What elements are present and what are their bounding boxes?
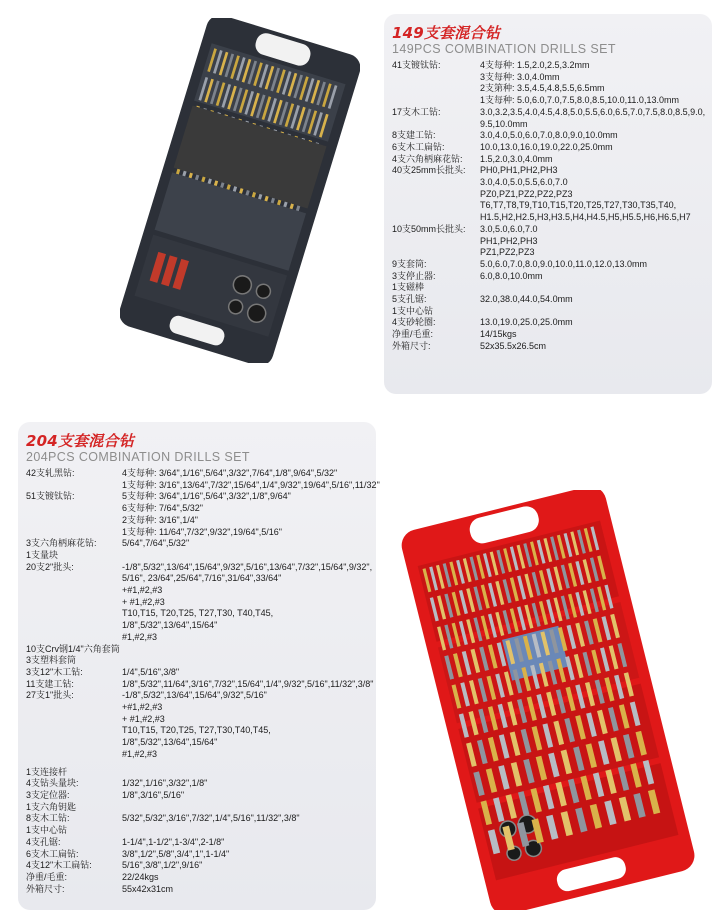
spec-row xyxy=(26,655,368,667)
spec-row xyxy=(26,620,368,632)
spec-value: 5/32",5/32",3/16",7/32",1/4",5/16",11/32",3/8" xyxy=(122,813,300,824)
spec-value: 3/8",1/2",5/8",3/4",1",1-1/4" xyxy=(122,848,230,859)
spec-row xyxy=(26,813,368,825)
spec-row xyxy=(26,790,368,802)
spec-row xyxy=(392,107,704,119)
spec-label xyxy=(26,597,122,609)
spec-label: 8支木工钻: xyxy=(26,813,70,824)
spec-value: 3.0,5.0,6.0,7.0 xyxy=(480,223,538,234)
spec-row xyxy=(392,212,704,224)
set204-title: 204支套混合钻 xyxy=(26,432,134,450)
spec-label: 6支木工扁钻: xyxy=(26,848,79,859)
spec-label xyxy=(392,119,480,131)
spec-label: 1支中心钻 xyxy=(26,825,68,836)
spec-label xyxy=(26,573,122,585)
spec-label: 1支量块 xyxy=(26,549,59,560)
spec-row xyxy=(26,550,368,562)
spec-label: 11支建工钻: xyxy=(26,678,74,689)
spec-value: 4支每种: 1.5,2.0,2.5,3.2mm xyxy=(480,60,590,70)
spec-value: 4支每种: 3/64",1/16",5/64",3/32",7/64",1/8",9/64",5/32" xyxy=(122,468,338,478)
spec-row xyxy=(392,72,704,84)
spec-row xyxy=(392,271,704,283)
spec-label xyxy=(26,725,122,737)
spec-label: 3支塑料套筒 xyxy=(26,655,77,666)
spec-row xyxy=(26,849,368,861)
spec-value: 1支每种: 11/64",7/32",9/32",19/64",5/16" xyxy=(122,526,282,537)
spec-row xyxy=(392,95,704,107)
spec-value: 9.5,10.0mm xyxy=(480,118,528,129)
spec-value: 55x42x31cm xyxy=(122,883,174,894)
spec-row xyxy=(392,224,704,236)
spec-label: 1支六角钥匙 xyxy=(26,801,77,812)
spec-label xyxy=(392,200,480,212)
spec-row xyxy=(26,644,368,656)
set149-title: 149支套混合钻 xyxy=(392,24,500,42)
spec-value: + #1,#2,#3 xyxy=(122,596,165,607)
spec-value: PH0,PH1,PH2,PH3 xyxy=(480,165,558,176)
spec-row xyxy=(26,527,368,539)
spec-value: PH1,PH2,PH3 xyxy=(480,235,538,246)
spec-label xyxy=(26,714,122,726)
spec-value: -1/8",5/32",13/64",15/64",9/32",5/16" xyxy=(122,690,267,701)
spec-label: 5支孔锯: xyxy=(392,294,427,305)
spec-value: 3.0,4.0,5.0,6.0,7.0,8.0,9.0,10.0mm xyxy=(480,130,618,141)
spec-label: 外箱尺寸: xyxy=(26,883,65,894)
spec-label: 4支孔锯: xyxy=(26,836,61,847)
spec-row xyxy=(26,491,368,503)
spec-label: 10支Crv钢1/4"六角套筒 xyxy=(26,643,120,654)
spec-label: 3支12"木工钻: xyxy=(26,666,83,677)
set204-spec-list xyxy=(26,468,380,895)
spec-row xyxy=(392,154,704,166)
spec-value: #1,#2,#3 xyxy=(122,748,158,759)
spec-label: 20支2"批头: xyxy=(26,561,74,572)
spec-row xyxy=(392,341,704,353)
spec-value: 5/16",3/8",1/2",9/16" xyxy=(122,860,203,871)
spec-row xyxy=(26,749,368,761)
spec-value: H1.5,H2,H2.5,H3,H3.5,H4,H4.5,H5,H5.5,H6,H6.5,H7 xyxy=(480,212,691,223)
spec-label: 6支木工扁钻: xyxy=(392,141,445,152)
spec-value: #1,#2,#3 xyxy=(122,631,158,642)
set204-subtitle: 204PCS COMBINATION DRILLS SET xyxy=(26,450,250,464)
red-drill-case-image xyxy=(398,490,703,910)
spec-row xyxy=(392,130,704,142)
spec-label xyxy=(26,632,122,644)
spec-row xyxy=(392,189,704,201)
spec-value: 1/8",5/32",13/64",15/64" xyxy=(122,620,218,631)
spec-label: 27支1"批头: xyxy=(26,690,74,701)
spec-row xyxy=(26,825,368,837)
spec-value: PZ0,PZ1,PZ2,PZ2,PZ3 xyxy=(480,188,573,199)
spec-row xyxy=(392,259,704,271)
spec-value: 3.0,3.2,3.5,4.0,4.5,4.8,5.0,5.5,6.0,6.5,7.0,7.5,8.0,8.5,9.0, xyxy=(480,106,706,117)
spec-label xyxy=(26,585,122,597)
spec-row xyxy=(26,503,368,515)
spec-row xyxy=(26,690,368,702)
spec-label xyxy=(26,749,122,761)
spec-label xyxy=(392,212,480,224)
spec-value: 1/8",5/32",11/64",3/16",7/32",15/64",1/4",9/32",5/16",11/32",3/8" xyxy=(122,678,374,689)
spec-label xyxy=(26,737,122,749)
spec-label: 51支镀钛钻: xyxy=(26,491,75,502)
spec-value: +#1,#2,#3 xyxy=(122,702,163,713)
spec-label xyxy=(26,608,122,620)
spec-value: 1.5,2.0,3.0,4.0mm xyxy=(480,153,553,164)
spec-value: 3.0,4.0,5.0,5.5,6.0,7.0 xyxy=(480,177,568,188)
spec-label: 17支木工钻: xyxy=(392,106,441,117)
spec-row xyxy=(392,83,704,95)
spec-row xyxy=(26,597,368,609)
spec-value: +#1,#2,#3 xyxy=(122,585,163,596)
spec-value: 1/4",5/16",3/8" xyxy=(122,666,180,677)
spec-value: 5.0,6.0,7.0,8.0,9.0,10.0,11.0,12.0,13.0mm xyxy=(480,258,647,269)
spec-value: 32.0,38.0,44.0,54.0mm xyxy=(480,294,573,305)
spec-label: 3支六角柄麻花钻: xyxy=(26,538,97,549)
spec-row xyxy=(26,767,368,779)
spec-row xyxy=(392,200,704,212)
spec-value: -1/8",5/32",13/64",15/64",9/32",5/16",13/64",7/32",15/64",9/32", xyxy=(122,561,373,572)
spec-value: + #1,#2,#3 xyxy=(122,713,165,724)
spec-label xyxy=(26,480,122,492)
spec-value: 5/16", 23/64",25/64",7/16",31/64",33/64" xyxy=(122,573,282,584)
spec-value: PZ1,PZ2,PZ3 xyxy=(480,247,535,258)
spec-row xyxy=(26,468,368,480)
spec-value: 2支每种: 3/16",1/4" xyxy=(122,514,198,525)
spec-value: T10,T15, T20,T25, T27,T30,T40,T45, xyxy=(122,725,271,736)
spec-value: 1/32",1/16",3/32",1/8" xyxy=(122,778,208,789)
spec-label xyxy=(26,702,122,714)
spec-label: 1支磁棒 xyxy=(392,282,425,293)
spec-value: 22/24kgs xyxy=(122,871,159,882)
spec-row xyxy=(392,294,704,306)
spec-value: 1支每种: 5.0,6.0,7.0,7.5,8.0,8.5,10.0,11.0,13.0mm xyxy=(480,95,679,106)
spec-row xyxy=(26,573,368,585)
spec-row xyxy=(26,778,368,790)
spec-row xyxy=(26,667,368,679)
set149-panel xyxy=(384,14,712,394)
spec-row xyxy=(26,608,368,620)
spec-value: 52x35.5x26.5cm xyxy=(480,340,547,351)
spec-row xyxy=(26,538,368,550)
spec-row xyxy=(392,142,704,154)
spec-row xyxy=(26,479,380,492)
spec-value: T6,T7,T8,T9,T10,T15,T20,T25,T27,T30,T35,T40, xyxy=(480,200,677,211)
spec-value: 1/8",5/32",13/64",15/64" xyxy=(122,737,218,748)
spec-row xyxy=(26,802,368,814)
black-drill-case-image xyxy=(120,18,360,363)
spec-label: 42支轧黑钻: xyxy=(26,468,75,478)
spec-row xyxy=(392,247,704,259)
spec-row xyxy=(26,515,368,527)
spec-value: 1支每种: 3/16",13/64",7/32",15/64",1/4",9/32",19/64",5/16",11/32" xyxy=(122,479,380,490)
spec-label: 10支50mm长批头: xyxy=(392,223,466,234)
spec-row xyxy=(392,317,704,329)
spec-row xyxy=(26,737,368,749)
spec-value: 5/64",7/64",5/32" xyxy=(122,538,190,549)
spec-label: 4支砂轮圈: xyxy=(392,317,436,328)
spec-label xyxy=(392,247,480,259)
spec-value: 1/8",3/16",5/16" xyxy=(122,789,185,800)
spec-value: 5支每种: 3/64",1/16",5/64",3/32",1/8",9/64" xyxy=(122,491,291,502)
spec-value: 2支第种: 3.5,4.5,4.8,5.5,6.5mm xyxy=(480,83,605,94)
spec-label: 3支定位器: xyxy=(26,789,70,800)
spec-row xyxy=(26,872,368,884)
spec-row xyxy=(392,60,704,72)
spec-label xyxy=(392,95,480,107)
spec-row xyxy=(26,837,368,849)
spec-row xyxy=(26,860,368,872)
spec-label: 4支六角柄麻花钻: xyxy=(392,153,463,164)
spec-value: 3支每种: 3.0,4.0mm xyxy=(480,71,560,82)
spec-value: 10.0,13.0,16.0,19.0,22.0,25.0mm xyxy=(480,141,613,152)
spec-label: 9支套筒: xyxy=(392,258,427,269)
spec-label: 净重/毛重: xyxy=(392,329,434,340)
spec-label xyxy=(26,515,122,527)
set149-spec-list xyxy=(392,60,704,353)
spec-row xyxy=(392,306,704,318)
spec-label xyxy=(26,503,122,515)
spec-value: 14/15kgs xyxy=(480,329,517,340)
spec-label: 3支停止器: xyxy=(392,270,436,281)
spec-value: 1-1/4",1-1/2",1-3/4",2-1/8" xyxy=(122,836,225,847)
spec-label xyxy=(392,189,480,201)
spec-row xyxy=(26,632,368,644)
spec-row xyxy=(26,702,368,714)
spec-row xyxy=(392,236,704,248)
spec-row xyxy=(392,177,704,189)
set204-panel xyxy=(18,422,380,910)
spec-label: 4支钻头量块: xyxy=(26,778,79,789)
spec-label: 40支25mm长批头: xyxy=(392,165,466,176)
spec-label xyxy=(26,620,122,632)
spec-row xyxy=(26,714,368,726)
set149-subtitle: 149PCS COMBINATION DRILLS SET xyxy=(392,42,616,56)
spec-label xyxy=(392,83,480,95)
spec-label: 1支中心钻 xyxy=(392,305,434,316)
spec-label: 8支建工钻: xyxy=(392,130,436,141)
spec-label: 外箱尺寸: xyxy=(392,340,431,351)
spec-row xyxy=(26,678,374,691)
spec-value: 13.0,19.0,25.0,25.0mm xyxy=(480,317,573,328)
spec-row xyxy=(26,561,373,574)
spec-row xyxy=(392,282,704,294)
spec-row xyxy=(26,725,368,737)
spec-row xyxy=(26,585,368,597)
spec-label: 1支连接杆 xyxy=(26,766,68,777)
spec-row xyxy=(392,165,704,177)
spec-label: 4支12"木工扁钻: xyxy=(26,860,92,871)
spec-row xyxy=(392,119,704,131)
spec-value: 6.0,8.0,10.0mm xyxy=(480,270,543,281)
spec-value: 6支每种: 7/64",5/32" xyxy=(122,503,203,514)
spec-row xyxy=(26,884,368,896)
spec-value: T10,T15, T20,T25, T27,T30, T40,T45, xyxy=(122,608,274,619)
spec-label xyxy=(26,527,122,539)
spec-label: 41支镀钛钻: xyxy=(392,60,441,70)
spec-label xyxy=(392,72,480,84)
spec-label xyxy=(392,236,480,248)
spec-label xyxy=(392,177,480,189)
spec-row xyxy=(392,329,704,341)
spec-label: 净重/毛重: xyxy=(26,871,68,882)
